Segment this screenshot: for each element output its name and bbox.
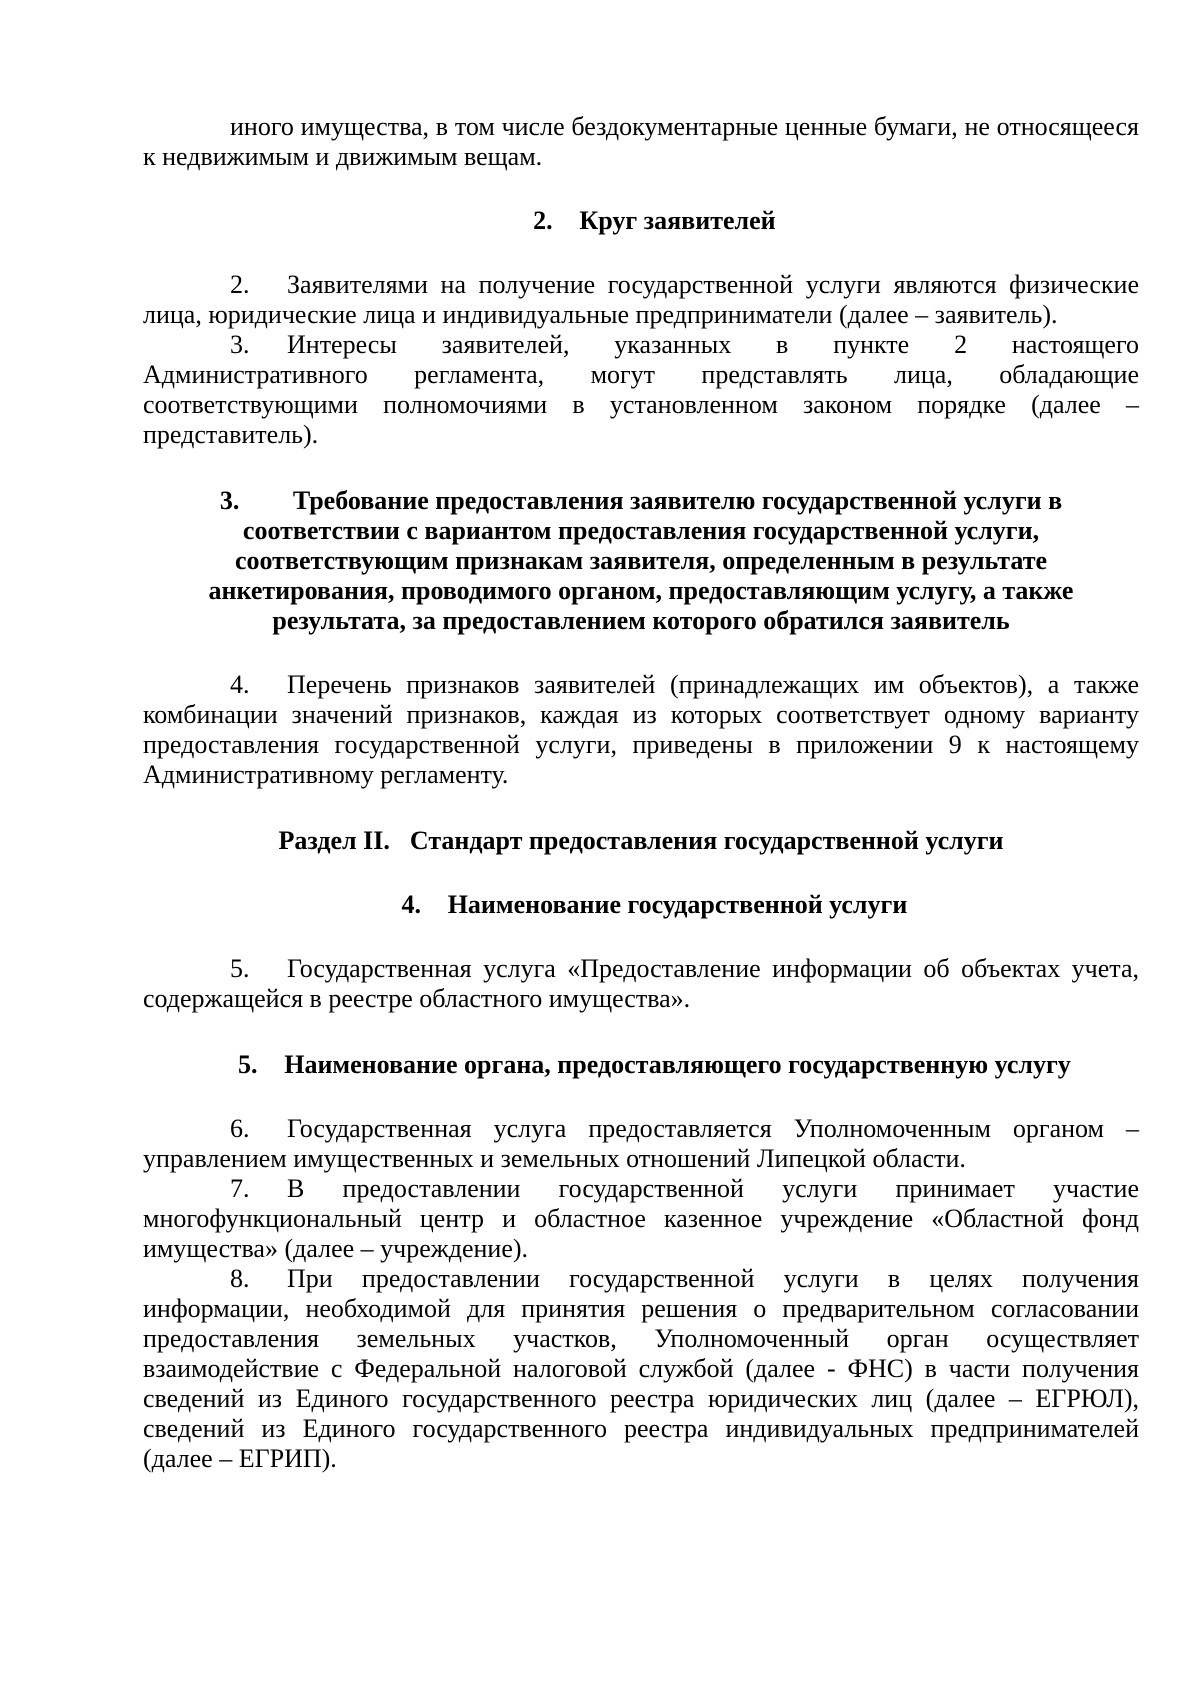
paragraph-4 [143,670,1139,790]
paragraph-number: 6. [230,1114,250,1143]
paragraph-6 [143,1114,1139,1174]
paragraph-5 [143,954,1139,1014]
heading-title: Круг заявителей [579,206,776,235]
heading-authority-name [143,1050,1139,1080]
paragraph-text: Государственная услуга предоставляется Уполномоченным органом – управлением имущественных и земельных отношений Липецкой области. [143,1114,1139,1173]
heading-applicants [143,206,1139,236]
heading-section-2 [143,826,1139,856]
intro-paragraph: иного имущества, в том числе бездокументарные ценные бумаги, не относящееся к недвижимым и движимым вещам. [143,112,1139,171]
heading-title: Требование предоставления заявителю государственной услуги в соответствии с вариантом предоставления государственной услуги, соответствующим признакам заявителя, определенным в результате анкетирования, проводимого органом, предоставляющим услугу, а также результата, за предоставлением которого обратился заявитель [208,486,1074,635]
paragraph-text: Государственная услуга «Предоставление информации об объектах учета, содержащейся в реестре областного имущества». [143,954,1139,1013]
paragraph-number: 4. [230,670,250,699]
paragraph-number: 2. [230,270,250,299]
paragraph-3 [143,330,1139,450]
paragraph-text: Перечень признаков заявителей (принадлежащих им объектов), а также комбинации значений признаков, каждая из которых соответствует одному варианту предоставления государственной услуги, приведены в приложении 9 к настоящему Административному регламенту. [143,670,1139,789]
paragraph-number: 3. [230,330,250,359]
heading-title: Наименование органа, предоставляющего государственную услугу [284,1050,1071,1079]
heading-number: 3. [219,486,240,515]
heading-requirement [143,486,1139,636]
paragraph-2 [143,270,1139,330]
section-title: Стандарт предоставления государственной услуги [409,826,1004,855]
heading-number: 2. [533,206,553,235]
section-number: Раздел II. [278,826,390,855]
paragraph-text: Заявителями на получение государственной услуги являются физические лица, юридические лица и индивидуальные предприниматели (далее – заявитель). [143,270,1139,329]
paragraph-text: В предоставлении государственной услуги принимает участие многофункциональный центр и областное казенное учреждение «Областной фонд имущества» (далее – учреждение). [143,1174,1139,1263]
paragraph-number: 5. [230,954,250,983]
paragraph-8 [143,1264,1139,1474]
paragraph-7 [143,1174,1139,1264]
paragraph-text: При предоставлении государственной услуги в целях получения информации, необходимой для принятия решения о предварительном согласовании предоставления земельных участков, Уполномоченный орган осуществляет взаимодействие с Федеральной налоговой службой (далее - ФНС) в части получения сведений из Единого государственного реестра юридических лиц (далее – ЕГРЮЛ), сведений из Единого государственного реестра индивидуальных предпринимателей (далее – ЕГРИП). [143,1264,1139,1473]
heading-number: 4. [401,890,421,919]
paragraph-text: Интересы заявителей, указанных в пункте 2 настоящего Административного регламента, могут представлять лица, обладающие соответствующими полномочиями в установленном законом порядке (далее – представитель). [143,330,1139,449]
heading-number: 5. [237,1050,258,1079]
heading-service-name [143,890,1139,920]
paragraph-number: 8. [230,1264,250,1293]
document-page [143,112,1139,1474]
heading-title: Наименование государственной услуги [447,890,908,919]
paragraph-number: 7. [230,1174,250,1203]
